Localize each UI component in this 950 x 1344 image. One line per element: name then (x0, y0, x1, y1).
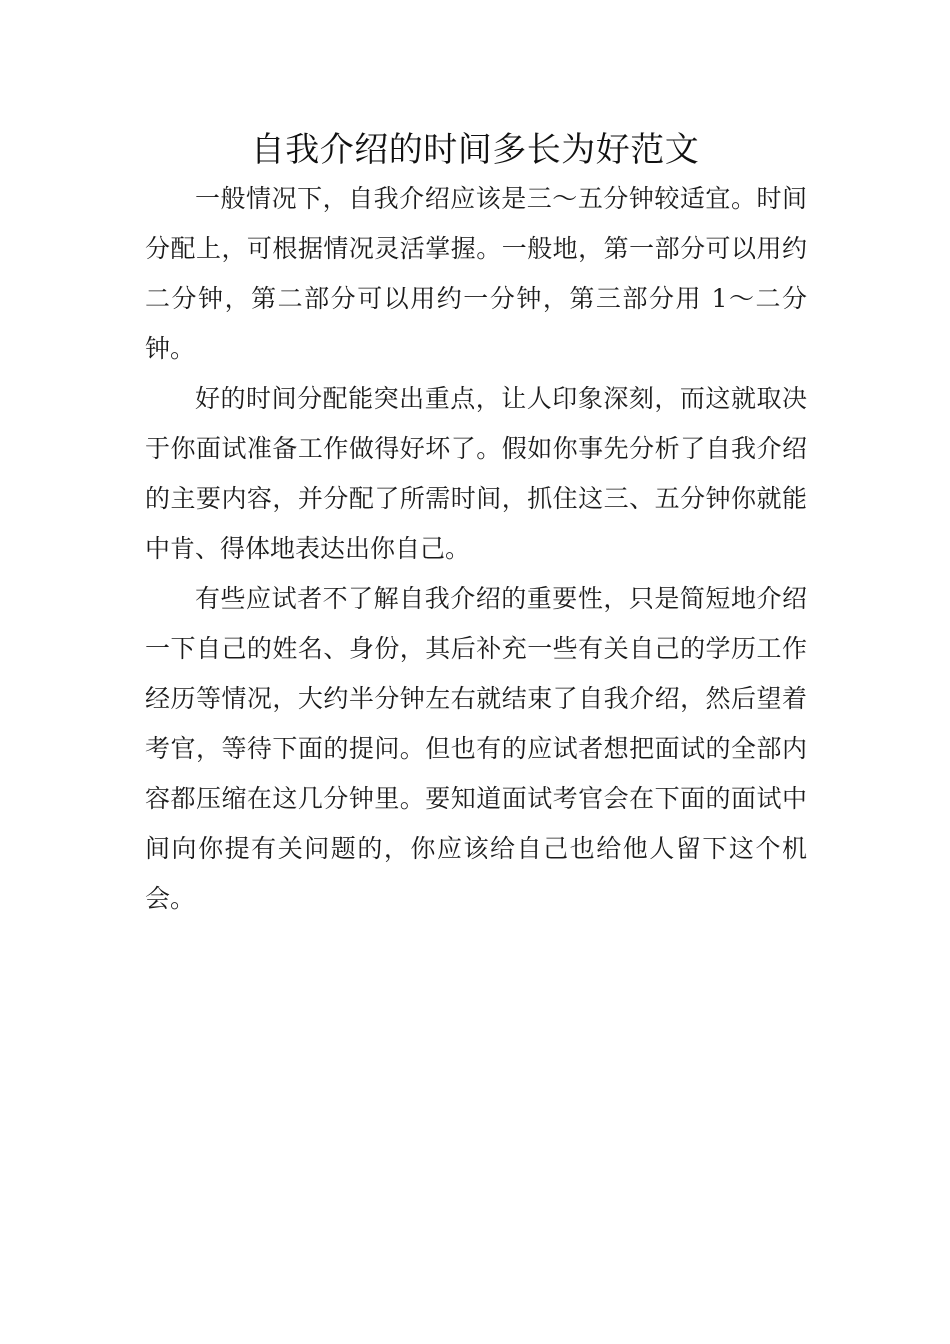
paragraph-2: 好的时间分配能突出重点，让人印象深刻，而这就取决于你面试准备工作做得好坏了。假如你事先分析了自我介绍的主要内容，并分配了所需时间，抓住这三、五分钟你就能中肯、得体地表达出你自己。 (145, 384, 807, 563)
paragraph-1: 一般情况下，自我介绍应该是三～五分钟较适宜。时间分配上，可根据情况灵活掌握。一般地，第一部分可以用约二分钟，第二部分可以用约一分钟，第三部分用 1～二分钟。 (145, 184, 807, 363)
document-title: 自我介绍的时间多长为好范文 (250, 130, 700, 170)
paragraph-3: 有些应试者不了解自我介绍的重要性，只是简短地介绍一下自己的姓名、身份，其后补充一些有关自己的学历工作经历等情况，大约半分钟左右就结束了自我介绍，然后望着考官，等待下面的提问。但也有的应试者想把面试的全部内容都压缩在这几分钟里。要知道面试考官会在下面的面试中间向你提有关问题的，你应该给自己也给他人留下这个机会。 (145, 584, 807, 913)
document-body (145, 174, 807, 924)
